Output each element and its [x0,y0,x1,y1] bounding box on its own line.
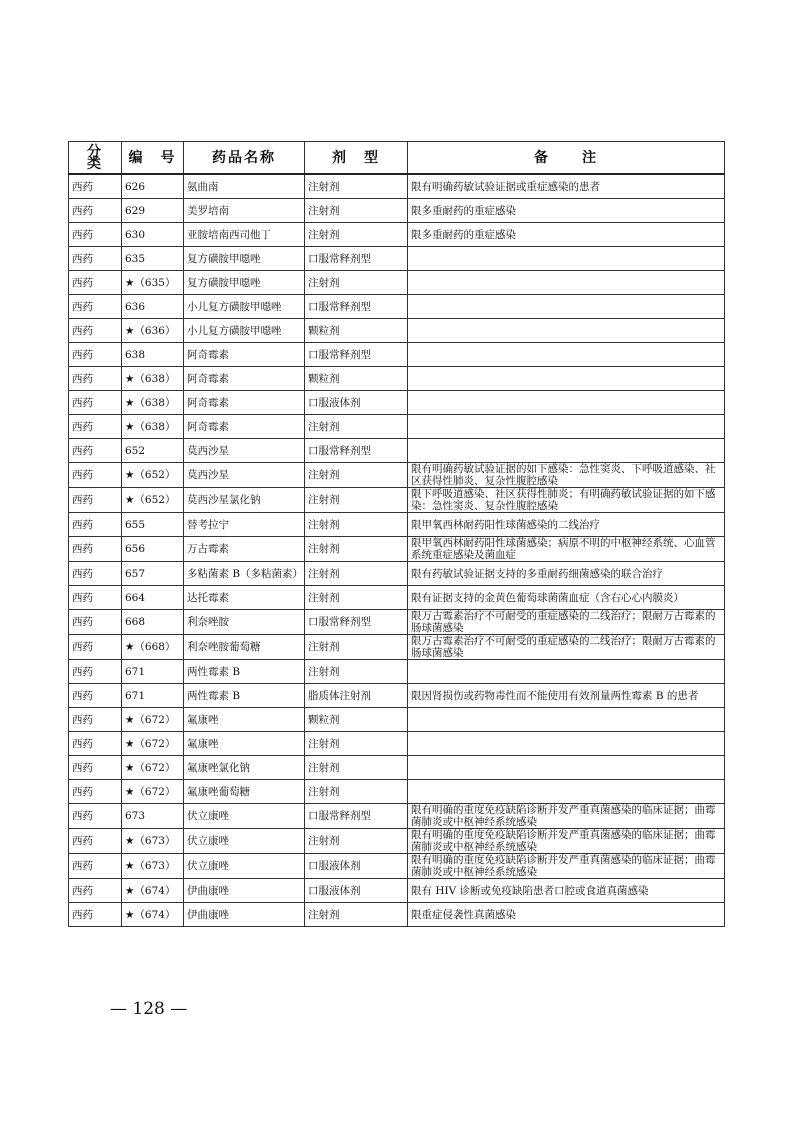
table-row [69,708,725,732]
category-cell: 西药 [69,854,122,879]
number-cell: 664 [122,586,184,610]
category-cell: 西药 [69,804,122,829]
drug-name-cell: 两性霉素 B [184,660,305,684]
dosage-form-cell: 口服液体剂 [305,854,408,879]
category-cell: 西药 [69,319,122,343]
remarks-cell [408,343,725,367]
number-cell: 668 [122,610,184,635]
remarks-cell: 限甲氧西林耐药阳性球菌感染；病原不明的中枢神经系统、心血管系统重症感染及菌血症 [408,537,725,562]
remarks-cell: 限有明确药敏试验证据或重症感染的患者 [408,174,725,199]
remarks-cell [408,247,725,271]
drug-name-cell: 伊曲康唑 [184,879,305,903]
table-row [69,295,725,319]
number-cell: ★（674） [122,879,184,903]
remarks-cell [408,732,725,756]
dosage-form-cell: 注射剂 [305,732,408,756]
category-cell: 西药 [69,415,122,439]
number-cell: 671 [122,660,184,684]
number-cell: ★（652） [122,463,184,488]
dosage-form-cell: 注射剂 [305,537,408,562]
header-category: 分 类 [69,142,122,175]
remarks-cell [408,391,725,415]
remarks-cell: 限万古霉素治疗不可耐受的重症感染的二线治疗；限耐万古霉素的肠球菌感染 [408,610,725,635]
drug-list-table [68,141,725,927]
drug-name-cell: 氟康唑氯化钠 [184,756,305,780]
drug-name-cell: 利奈唑胺葡萄糖 [184,635,305,660]
dosage-form-cell: 注射剂 [305,199,408,223]
table-row [69,903,725,927]
dosage-form-cell: 注射剂 [305,415,408,439]
category-cell: 西药 [69,635,122,660]
category-cell: 西药 [69,537,122,562]
dosage-form-cell: 注射剂 [305,513,408,537]
table-row [69,684,725,708]
dosage-form-cell: 颗粒剂 [305,319,408,343]
dosage-form-cell: 颗粒剂 [305,708,408,732]
header-drug-name: 药品名称 [184,142,305,175]
drug-name-cell: 氟康唑葡萄糖 [184,780,305,804]
remarks-cell: 限有 HIV 诊断或免疫缺陷患者口腔或食道真菌感染 [408,879,725,903]
category-cell: 西药 [69,829,122,854]
drug-name-cell: 美罗培南 [184,199,305,223]
table-row [69,174,725,199]
category-cell: 西药 [69,513,122,537]
remarks-cell: 限重症侵袭性真菌感染 [408,903,725,927]
remarks-cell: 限甲氧西林耐药阳性球菌感染的二线治疗 [408,513,725,537]
remarks-cell [408,708,725,732]
number-cell: ★（652） [122,488,184,513]
remarks-cell [408,780,725,804]
table-row [69,756,725,780]
table-row [69,732,725,756]
header-dosage-form: 剂 型 [305,142,408,175]
number-cell: 655 [122,513,184,537]
drug-name-cell: 莫西沙星 [184,463,305,488]
drug-name-cell: 莫西沙星 [184,439,305,463]
category-cell: 西药 [69,343,122,367]
table-row [69,463,725,488]
table-row [69,660,725,684]
remarks-cell [408,295,725,319]
table-row [69,319,725,343]
table-row [69,780,725,804]
number-cell: 673 [122,804,184,829]
table-row [69,879,725,903]
number-cell: ★（672） [122,756,184,780]
dosage-form-cell: 注射剂 [305,756,408,780]
drug-name-cell: 阿奇霉素 [184,415,305,439]
drug-name-cell: 复方磺胺甲噁唑 [184,271,305,295]
table-row [69,223,725,247]
dosage-form-cell: 注射剂 [305,488,408,513]
number-cell: ★（672） [122,732,184,756]
table-row [69,854,725,879]
number-cell: ★（636） [122,319,184,343]
number-cell: ★（638） [122,367,184,391]
category-cell: 西药 [69,247,122,271]
number-cell: 657 [122,562,184,586]
table-row [69,439,725,463]
dosage-form-cell: 口服常释剂型 [305,439,408,463]
category-cell: 西药 [69,367,122,391]
dosage-form-cell: 注射剂 [305,223,408,247]
category-cell: 西药 [69,610,122,635]
remarks-cell: 限多重耐药的重症感染 [408,223,725,247]
drug-name-cell: 氟康唑 [184,732,305,756]
dosage-form-cell: 注射剂 [305,271,408,295]
drug-name-cell: 阿奇霉素 [184,343,305,367]
table-row [69,610,725,635]
number-cell: ★（635） [122,271,184,295]
dosage-form-cell: 颗粒剂 [305,367,408,391]
remarks-cell: 限因肾损伤或药物毒性而不能使用有效剂量两性霉素 B 的患者 [408,684,725,708]
number-cell: ★（638） [122,391,184,415]
table-row [69,271,725,295]
drug-name-cell: 达托霉素 [184,586,305,610]
table-row [69,537,725,562]
dosage-form-cell: 口服液体剂 [305,879,408,903]
drug-name-cell: 阿奇霉素 [184,367,305,391]
drug-name-cell: 伊曲康唑 [184,903,305,927]
remarks-cell [408,319,725,343]
category-cell: 西药 [69,780,122,804]
header-number: 编 号 [122,142,184,175]
table-body [69,174,725,927]
table-row [69,367,725,391]
category-cell: 西药 [69,199,122,223]
drug-name-cell: 小儿复方磺胺甲噁唑 [184,295,305,319]
dosage-form-cell: 口服液体剂 [305,391,408,415]
category-cell: 西药 [69,271,122,295]
number-cell: 630 [122,223,184,247]
category-cell: 西药 [69,660,122,684]
number-cell: 635 [122,247,184,271]
dosage-form-cell: 注射剂 [305,586,408,610]
remarks-cell: 限有明确的重度免疫缺陷诊断并发严重真菌感染的临床证据；曲霉菌肺炎或中枢神经系统感染 [408,829,725,854]
table-row [69,513,725,537]
number-cell: ★（672） [122,780,184,804]
dosage-form-cell: 注射剂 [305,174,408,199]
remarks-cell: 限有明确的重度免疫缺陷诊断并发严重真菌感染的临床证据；曲霉菌肺炎或中枢神经系统感染 [408,854,725,879]
category-cell: 西药 [69,586,122,610]
drug-name-cell: 替考拉宁 [184,513,305,537]
category-cell: 西药 [69,223,122,247]
table-row [69,635,725,660]
header-remarks: 备 注 [408,142,725,175]
dosage-form-cell: 口服常释剂型 [305,343,408,367]
number-cell: ★（673） [122,854,184,879]
table-row [69,343,725,367]
table-row [69,199,725,223]
category-cell: 西药 [69,295,122,319]
table-header-row [69,142,725,175]
drug-name-cell: 万古霉素 [184,537,305,562]
category-cell: 西药 [69,684,122,708]
drug-name-cell: 氟康唑 [184,708,305,732]
table-row [69,562,725,586]
drug-name-cell: 氨曲南 [184,174,305,199]
drug-name-cell: 阿奇霉素 [184,391,305,415]
dosage-form-cell: 口服常释剂型 [305,295,408,319]
table-row [69,829,725,854]
remarks-cell [408,271,725,295]
category-cell: 西药 [69,463,122,488]
remarks-cell [408,756,725,780]
category-cell: 西药 [69,879,122,903]
remarks-cell [408,415,725,439]
category-cell: 西药 [69,391,122,415]
drug-name-cell: 小儿复方磺胺甲噁唑 [184,319,305,343]
category-cell: 西药 [69,174,122,199]
remarks-cell: 限万古霉素治疗不可耐受的重症感染的二线治疗；限耐万古霉素的肠球菌感染 [408,635,725,660]
dosage-form-cell: 注射剂 [305,562,408,586]
page-number: — 128 — [110,999,188,1019]
table-row [69,586,725,610]
remarks-cell: 限下呼吸道感染、社区获得性肺炎；有明确药敏试验证据的如下感染：急性窦炎、复杂性腹腔感染 [408,488,725,513]
drug-name-cell: 两性霉素 B [184,684,305,708]
dosage-form-cell: 注射剂 [305,660,408,684]
category-cell: 西药 [69,439,122,463]
drug-name-cell: 莫西沙星氯化钠 [184,488,305,513]
number-cell: ★（668） [122,635,184,660]
category-cell: 西药 [69,903,122,927]
category-cell: 西药 [69,732,122,756]
table-row [69,488,725,513]
number-cell: ★（672） [122,708,184,732]
table-row [69,415,725,439]
remarks-cell: 限有明确的重度免疫缺陷诊断并发严重真菌感染的临床证据；曲霉菌肺炎或中枢神经系统感染 [408,804,725,829]
dosage-form-cell: 脂质体注射剂 [305,684,408,708]
remarks-cell: 限有明确药敏试验证据的如下感染：急性窦炎、下呼吸道感染、社区获得性肺炎、复杂性腹腔感染 [408,463,725,488]
dosage-form-cell: 口服常释剂型 [305,610,408,635]
drug-name-cell: 伏立康唑 [184,804,305,829]
number-cell: 652 [122,439,184,463]
remarks-cell: 限有药敏试验证据支持的多重耐药细菌感染的联合治疗 [408,562,725,586]
table-row [69,804,725,829]
remarks-cell [408,439,725,463]
number-cell: 671 [122,684,184,708]
number-cell: 638 [122,343,184,367]
drug-name-cell: 伏立康唑 [184,829,305,854]
number-cell: ★（638） [122,415,184,439]
category-cell: 西药 [69,708,122,732]
dosage-form-cell: 注射剂 [305,635,408,660]
dosage-form-cell: 注射剂 [305,463,408,488]
drug-name-cell: 利奈唑胺 [184,610,305,635]
dosage-form-cell: 口服常释剂型 [305,247,408,271]
dosage-form-cell: 注射剂 [305,903,408,927]
number-cell: 636 [122,295,184,319]
table-row [69,391,725,415]
number-cell: 629 [122,199,184,223]
dosage-form-cell: 口服常释剂型 [305,804,408,829]
drug-name-cell: 复方磺胺甲噁唑 [184,247,305,271]
drug-name-cell: 伏立康唑 [184,854,305,879]
dosage-form-cell: 注射剂 [305,780,408,804]
drug-name-cell: 多粘菌素 B（多粘菌素） [184,562,305,586]
number-cell: ★（674） [122,903,184,927]
category-cell: 西药 [69,562,122,586]
remarks-cell [408,367,725,391]
category-cell: 西药 [69,756,122,780]
number-cell: 656 [122,537,184,562]
number-cell: ★（673） [122,829,184,854]
drug-name-cell: 亚胺培南西司他丁 [184,223,305,247]
table-row [69,247,725,271]
category-cell: 西药 [69,488,122,513]
remarks-cell [408,660,725,684]
remarks-cell: 限有证据支持的金黄色葡萄球菌菌血症（含右心心内膜炎） [408,586,725,610]
number-cell: 626 [122,174,184,199]
dosage-form-cell: 注射剂 [305,829,408,854]
remarks-cell: 限多重耐药的重症感染 [408,199,725,223]
